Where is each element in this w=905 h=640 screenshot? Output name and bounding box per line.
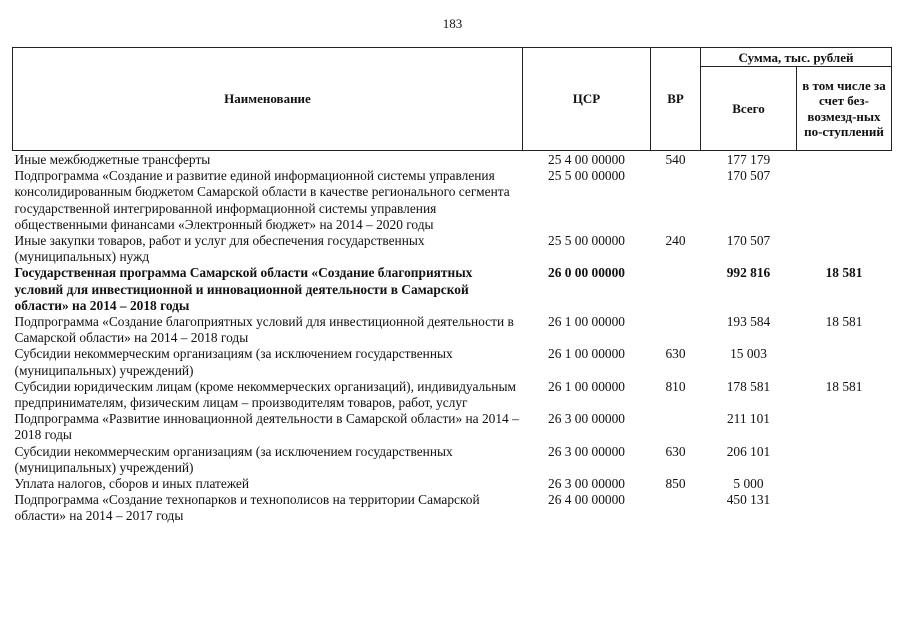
row-vr: 240 (665, 233, 686, 249)
row-total: 206 101 (726, 443, 771, 459)
row-name: Субсидии некоммерческим организациям (за исключением государственных (муниципальных) учреждений) (14, 443, 453, 475)
row-total: 178 581 (726, 378, 771, 394)
row-including (797, 233, 892, 265)
header-csr: ЦСР (523, 48, 651, 151)
row-including (797, 168, 892, 233)
row-csr: 26 0 00 00000 (548, 265, 625, 281)
row-vr: 850 (665, 476, 686, 492)
row-including: 18 581 (825, 314, 863, 330)
row-csr: 25 5 00 00000 (548, 168, 625, 184)
row-total: 5 000 (733, 476, 764, 492)
header-including: в том числе за счет без-возмезд-ных по-ступлений (797, 67, 892, 151)
table-row (13, 151, 892, 169)
row-vr: 540 (665, 152, 686, 167)
row-name: Субсидии некоммерческим организациям (за исключением государственных (муниципальных) учреждений) (14, 346, 453, 378)
row-total: 992 816 (726, 265, 771, 281)
row-csr: 26 3 00 00000 (548, 443, 625, 459)
row-name: Иные межбюджетные трансферты (14, 152, 211, 167)
row-including (797, 411, 892, 443)
table-row (13, 168, 892, 233)
row-including (797, 492, 892, 524)
table-row (13, 233, 892, 265)
row-csr: 26 1 00 00000 (548, 314, 625, 330)
row-csr: 26 1 00 00000 (548, 378, 625, 394)
row-name: Субсидии юридическим лицам (кроме некоммерческих организаций), индивидуальным предпринимателям, физическим лицам – производителям товаров, работ, услуг (14, 378, 516, 411)
table-row (13, 476, 892, 492)
row-total: 15 003 (730, 346, 767, 362)
row-total: 211 101 (726, 411, 771, 427)
table-row (13, 411, 892, 443)
table-row (13, 379, 892, 411)
table-header (13, 48, 892, 151)
row-including: 18 581 (825, 378, 863, 394)
header-total: Всего (701, 67, 797, 151)
row-total: 170 507 (726, 233, 771, 249)
table-body (13, 151, 892, 525)
row-vr: 630 (665, 443, 686, 459)
row-vr: 630 (665, 346, 686, 362)
row-including: 18 581 (825, 265, 863, 281)
row-vr (651, 265, 701, 314)
row-vr (651, 492, 701, 524)
row-including (797, 476, 892, 492)
row-name: Подпрограмма «Создание технопарков и технополисов на территории Самарской области» на 2014 – 2017 годы (14, 492, 480, 524)
row-csr: 25 5 00 00000 (548, 233, 625, 249)
table-row (13, 346, 892, 378)
header-name: Наименование (13, 48, 523, 151)
row-name: Иные закупки товаров, работ и услуг для обеспечения государственных (муниципальных) нужд (14, 233, 425, 265)
row-name: Подпрограмма «Развитие инновационной деятельности в Самарской области» на 2014 – 2018 годы (14, 411, 519, 443)
row-name: Подпрограмма «Создание благоприятных условий для инвестиционной деятельности в Самарской области» на 2014 – 2018 годы (14, 314, 514, 346)
row-csr: 26 4 00 00000 (548, 492, 625, 508)
row-total: 450 131 (726, 492, 771, 508)
row-total: 193 584 (726, 314, 771, 330)
row-vr: 810 (665, 378, 686, 394)
row-name: Подпрограмма «Создание и развитие единой информационной системы управления консолидированным бюджетом Самарской области в качестве регионального сегмента государственной интегрированной информационной системы управления общественными финансами «Электронный бюджет» на 2014 – 2020 годы (14, 168, 510, 232)
row-total: 177 179 (726, 152, 771, 167)
row-including (797, 151, 892, 169)
table-row (13, 492, 892, 524)
row-including (797, 444, 892, 476)
header-sum: Сумма, тыс. рублей (701, 48, 892, 67)
table-row (13, 444, 892, 476)
row-vr (651, 411, 701, 443)
row-csr: 26 1 00 00000 (548, 346, 625, 362)
budget-table (12, 47, 892, 525)
row-vr (651, 168, 701, 233)
row-vr (651, 314, 701, 346)
header-vr: ВР (651, 48, 701, 151)
row-name: Уплата налогов, сборов и иных платежей (14, 476, 250, 492)
row-including (797, 346, 892, 378)
table-row (13, 314, 892, 346)
row-csr: 26 3 00 00000 (548, 411, 625, 427)
row-name: Государственная программа Самарской области «Создание благоприятных условий для инвестиционной и инновационной деятельности в Самарской области» на 2014 – 2018 годы (14, 265, 473, 313)
row-csr: 25 4 00 00000 (548, 152, 625, 167)
page-number: 183 (442, 16, 463, 31)
row-total: 170 507 (726, 168, 771, 184)
row-csr: 26 3 00 00000 (548, 476, 625, 492)
table-row (13, 265, 892, 314)
